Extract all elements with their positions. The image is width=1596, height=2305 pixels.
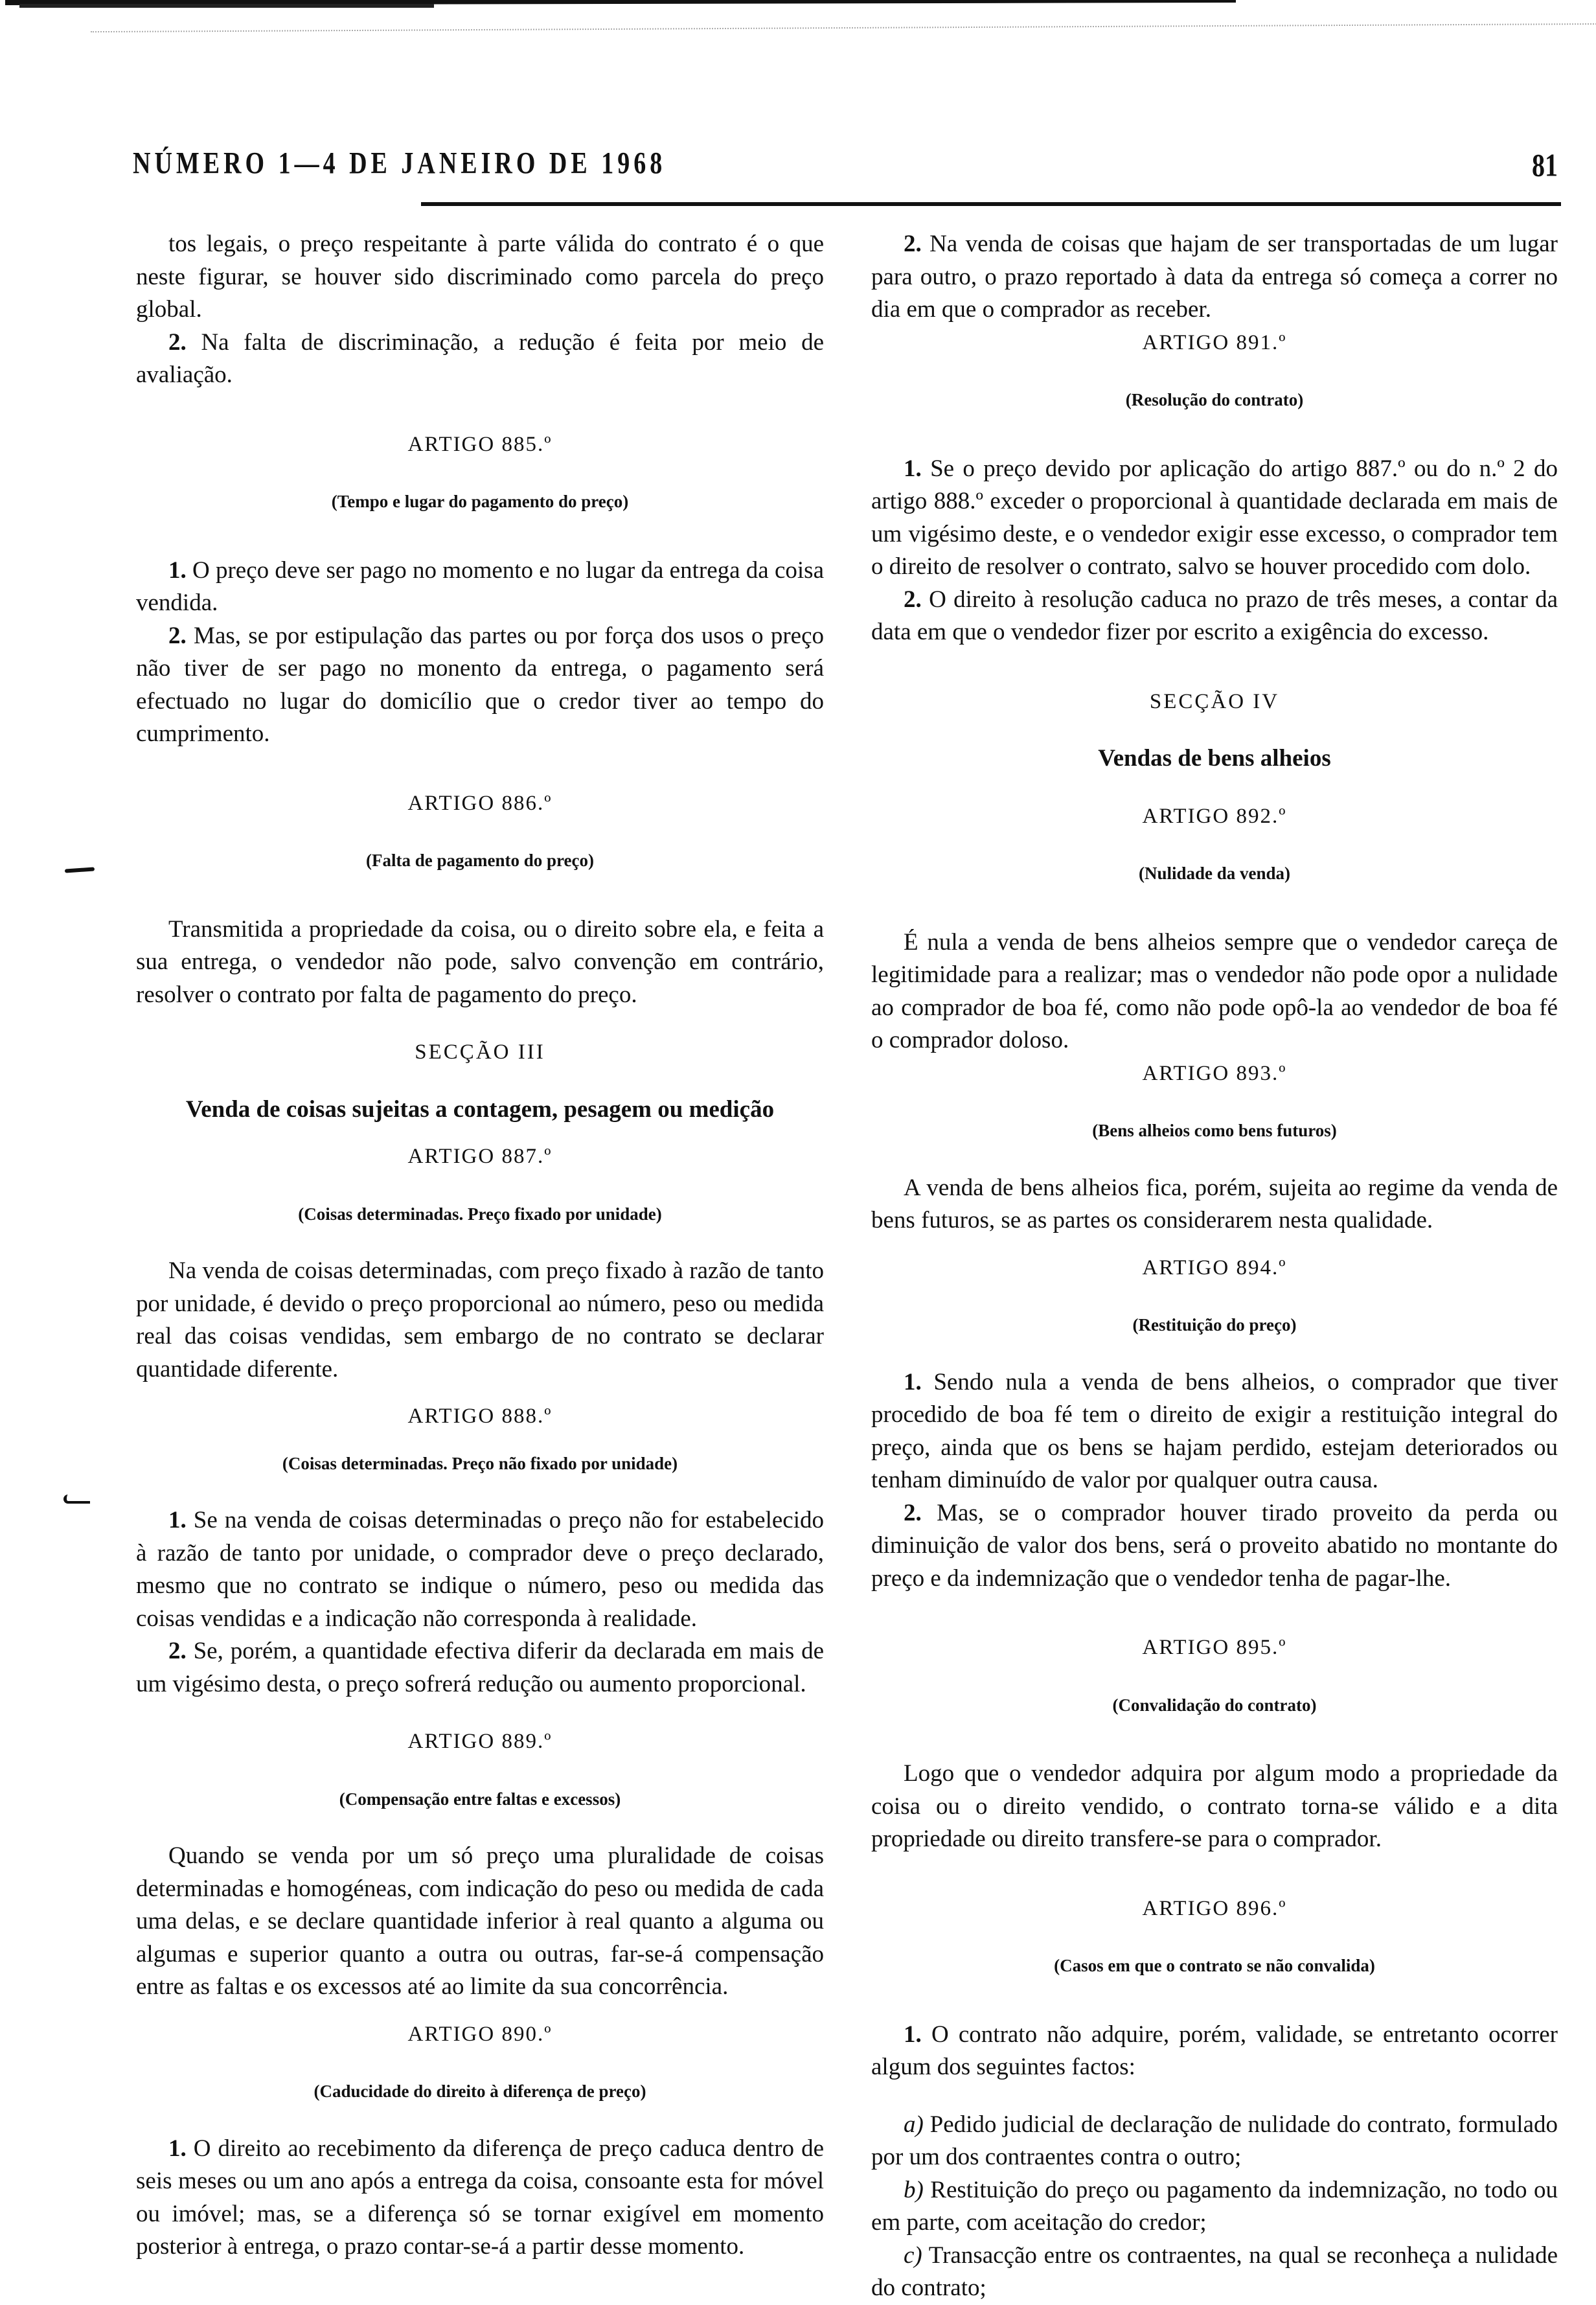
article-heading: ARTIGO 890.º xyxy=(407,2022,553,2046)
paragraph-text: Na venda de coisas determinadas, com preço fixado à razão de tanto por unidade, é devido o preço proporcional ao número, peso ou medida real das coisas vendidas, sem embargo de no contrato se declarar quantidade diferente. xyxy=(136,1257,824,1382)
paragraph xyxy=(871,453,1558,584)
header-rule xyxy=(421,202,1561,206)
paragraph-text: Sendo nula a venda de bens alheios, o comprador que tiver procedido de boa fé tem o direito de exigir a restituição integral do preço, ainda que os bens se hajam perdido, estejam deteriorados ou tenham diminuído de valor por qualquer outra causa. xyxy=(871,1368,1558,1493)
page-header xyxy=(133,146,1558,185)
paragraph-text: Na venda de coisas que hajam de ser transportadas de um lugar para outro, o prazo reportado à data da entrega só começa a correr no dia em que o comprador as receber. xyxy=(871,231,1558,323)
paragraph-text: A venda de bens alheios fica, porém, sujeita ao regime da venda de bens futuros, se as partes os considerarem nesta qualidade. xyxy=(871,1174,1558,1233)
paragraph xyxy=(871,1172,1558,1237)
paragraph xyxy=(136,913,824,1012)
article-heading: ARTIGO 885.º xyxy=(407,432,553,456)
paragraph xyxy=(871,2019,1558,2084)
spacer xyxy=(871,359,1558,384)
paragraph-text: Se na venda de coisas determinadas o preço não for estabelecido à razão de tanto por unidade, o comprador deve o preço declarado, mesmo que no contrato se indique o número, peso ou medida das coisas vendidas e a indicação não corresponda à realidade. xyxy=(136,1507,824,1632)
paragraph-number: 1. xyxy=(168,2135,187,2162)
scan-dotted-rule xyxy=(91,23,1596,32)
spacer xyxy=(871,1721,1558,1758)
paragraph xyxy=(136,1635,824,1701)
paragraph-text: Se o preço devido por aplicação do artigo 887.º ou do n.º 2 do artigo 888.º exceder o proporcional à quantidade declarada em mais de um vigésimo deste, e o vendedor exigir esse excesso, o comprador tem o direito de resolver o contrato, salvo se houver procedido com dolo. xyxy=(871,455,1558,580)
article-heading: ARTIGO 889.º xyxy=(407,1730,553,1753)
paragraph-text: Transacção entre os contraentes, na qual se reconheça a nulidade do contrato; xyxy=(871,2242,1558,2301)
spacer xyxy=(871,1147,1558,1172)
paragraph xyxy=(136,1504,824,1635)
spacer xyxy=(136,2004,824,2018)
paragraph xyxy=(136,555,824,620)
article-subtitle: (Resolução do contrato) xyxy=(1125,390,1304,409)
article-subtitle: (Nulidade da venda) xyxy=(1138,864,1291,883)
paragraph-text: Quando se venda por um só preço uma pluralidade de coisas determinadas e homogéneas, com indicação do peso ou medida de cada uma delas, e se declare quantidade inferior à real quanto a alguma ou algumas e superior quanto a outra ou outras, far-se-á compensação entre as faltas e os excessos até ao limite da sua concorrência. xyxy=(136,1842,824,2000)
paragraph xyxy=(871,1758,1558,1856)
article-subtitle: (Coisas determinadas. Preço não fixado por unidade) xyxy=(282,1453,678,1473)
paragraph-number: 2. xyxy=(904,1499,922,1526)
spacer xyxy=(871,649,1558,685)
list-letter: a) xyxy=(904,2111,924,2138)
issue-title: NÚMERO 1—4 DE JANEIRO DE 1968 xyxy=(133,146,667,181)
paragraph-number: 2. xyxy=(168,328,187,356)
article-heading: ARTIGO 893.º xyxy=(1142,1061,1287,1085)
article-subtitle: (Caducidade do direito à diferença de preço) xyxy=(314,2081,646,2101)
spacer xyxy=(136,1701,824,1725)
paragraph-text: O direito à resolução caduca no prazo de três meses, a contar da data em que o vendedor fizer por escrito a exigência do excesso. xyxy=(871,586,1558,645)
article-subtitle: (Falta de pagamento do preço) xyxy=(366,851,594,870)
paragraph xyxy=(136,327,824,392)
spacer xyxy=(871,718,1558,742)
article-subtitle: (Compensação entre faltas e excessos) xyxy=(339,1789,621,1809)
section-heading: SECÇÃO IV xyxy=(1149,689,1280,713)
article-heading: ARTIGO 886.º xyxy=(407,791,553,815)
spacer xyxy=(136,2050,824,2075)
paragraph xyxy=(136,1840,824,2004)
paragraph-text: O contrato não adquire, porém, validade, se entretanto ocorrer algum dos seguintes factos: xyxy=(871,2021,1558,2080)
spacer xyxy=(136,1230,824,1255)
spacer xyxy=(871,1237,1558,1252)
paragraph-text: Na falta de discriminação, a redução é feita por meio de avaliação. xyxy=(136,328,824,388)
spacer xyxy=(871,1342,1558,1366)
spacer xyxy=(136,1758,824,1783)
spacer xyxy=(871,1925,1558,1949)
paragraph-number: 1. xyxy=(904,1368,922,1395)
paragraph-number: 1. xyxy=(168,556,187,584)
list-letter: b) xyxy=(904,2176,924,2203)
spacer xyxy=(871,1284,1558,1309)
spacer xyxy=(136,1173,824,1198)
spacer xyxy=(136,1815,824,1840)
spacer xyxy=(871,1856,1558,1892)
section-heading: SECÇÃO III xyxy=(415,1040,545,1064)
spacer xyxy=(136,1126,824,1140)
article-heading: ARTIGO 895.º xyxy=(1142,1636,1287,1659)
spacer xyxy=(136,1386,824,1400)
article-subtitle: (Convalidação do contrato) xyxy=(1112,1695,1317,1715)
spacer xyxy=(871,1982,1558,2019)
paragraph-number: 2. xyxy=(168,622,187,649)
spacer xyxy=(871,2084,1558,2109)
spacer xyxy=(136,820,824,844)
paragraph-text: É nula a venda de bens alheios sempre que o vendedor careça de legitimidade para a realizar; mas o vendedor não pode opor a nulidade ao comprador de boa fé, como não pode opô-la ao vendedor de boa fé o comprador doloso. xyxy=(871,928,1558,1053)
article-subtitle: (Restituição do preço) xyxy=(1132,1315,1297,1335)
spacer xyxy=(871,1090,1558,1114)
article-heading: ARTIGO 894.º xyxy=(1142,1256,1287,1279)
spacer xyxy=(871,1664,1558,1689)
right-column xyxy=(871,228,1558,2305)
spacer xyxy=(136,751,824,787)
paragraph-number: 2. xyxy=(904,586,922,613)
margin-pencil-mark xyxy=(65,867,95,873)
paragraph-text: Transmitida a propriedade da coisa, ou o direito sobre ela, e feita a sua entrega, o vendedor não pode, salvo convenção em contrário, resolver o contrato por falta de pagamento do preço. xyxy=(136,915,824,1008)
article-heading: ARTIGO 896.º xyxy=(1142,1896,1287,1920)
paragraph-text: Pedido judicial de declaração de nulidade do contrato, formulado por um dos contraentes contra o outro; xyxy=(871,2111,1558,2170)
scan-edge-bar xyxy=(19,4,434,8)
paragraph xyxy=(871,1497,1558,1596)
margin-pencil-mark xyxy=(63,1495,90,1504)
article-heading: ARTIGO 887.º xyxy=(407,1145,553,1168)
paragraph xyxy=(871,926,1558,1057)
section-title: Vendas de bens alheios xyxy=(1098,745,1331,772)
paragraph xyxy=(136,228,824,327)
spacer xyxy=(871,890,1558,926)
article-subtitle: (Bens alheios como bens futuros) xyxy=(1092,1121,1337,1140)
article-subtitle: (Tempo e lugar do pagamento do preço) xyxy=(331,492,629,511)
spacer xyxy=(871,417,1558,453)
scan-edge-artifact xyxy=(0,0,1596,9)
spacer xyxy=(136,1011,824,1036)
paragraph-text: O direito ao recebimento da diferença de preço caduca dentro de seis meses ou um ano após a entrega da coisa, consoante esta for móvel ou imóvel; mas, se a diferença só se tornar exigível em momento posterior à entrega, o prazo contar-se-á a partir desse momento. xyxy=(136,2135,824,2260)
list-letter: c) xyxy=(904,2242,922,2269)
paragraph xyxy=(871,2174,1558,2240)
spacer xyxy=(136,1433,824,1447)
spacer xyxy=(136,392,824,428)
paragraph-number: 2. xyxy=(168,1638,187,1664)
section-title: Venda de coisas sujeitas a contagem, pesagem ou medição xyxy=(185,1095,775,1123)
article-heading: ARTIGO 892.º xyxy=(1142,804,1287,828)
paragraph-text: O preço deve ser pago no momento e no lugar da entrega da coisa vendida. xyxy=(136,556,824,616)
paragraph-number: 1. xyxy=(904,2021,922,2048)
paragraph-number: 2. xyxy=(904,231,922,257)
paragraph xyxy=(871,2109,1558,2174)
spacer xyxy=(136,518,824,555)
page-number: 81 xyxy=(1532,146,1558,183)
left-column xyxy=(136,228,824,2264)
paragraph-text: Mas, se por estipulação das partes ou por força dos usos o preço não tiver de ser pago no monento da entrega, o pagamento será efectuado no lugar do domicílio que o credor tiver ao tempo do cumprimento. xyxy=(136,622,824,747)
article-subtitle: (Coisas determinadas. Preço fixado por unidade) xyxy=(298,1204,662,1224)
spacer xyxy=(871,832,1558,857)
paragraph-text: Restituição do preço ou pagamento da indemnização, no todo ou em parte, com aceitação do credor; xyxy=(871,2176,1558,2236)
spacer xyxy=(136,2108,824,2133)
paragraph xyxy=(136,2133,824,2264)
article-subtitle: (Casos em que o contrato se não convalida) xyxy=(1054,1956,1375,1975)
paragraph xyxy=(871,228,1558,327)
spacer xyxy=(136,461,824,485)
paragraph-text: Se, porém, a quantidade efectiva diferir da declarada em mais de um vigésimo desta, o preço sofrerá redução ou aumento proporcional. xyxy=(136,1638,824,1697)
paragraph-text: Logo que o vendedor adquira por algum modo a propriedade da coisa ou o direito vendido, o contrato torna-se válido e a dita propriedade ou direito transfere-se para o comprador. xyxy=(871,1760,1558,1852)
paragraph-number: 1. xyxy=(168,1507,187,1533)
paragraph-number: 1. xyxy=(904,455,922,482)
spacer xyxy=(871,1595,1558,1631)
spacer xyxy=(136,1480,824,1504)
spacer xyxy=(871,775,1558,800)
paragraph xyxy=(871,2240,1558,2305)
paragraph xyxy=(871,584,1558,649)
paragraph xyxy=(136,620,824,751)
article-heading: ARTIGO 888.º xyxy=(407,1405,553,1428)
paragraph-text: Mas, se o comprador houver tirado proveito da perda ou diminuição de valor dos bens, será o proveito abatido no montante do preço e da indemnização que o vendedor tenha de pagar-lhe. xyxy=(871,1499,1558,1592)
paragraph-text: tos legais, o preço respeitante à parte válida do contrato é o que neste figurar, se houver sido discriminado como parcela do preço global. xyxy=(136,231,824,323)
spacer xyxy=(136,1069,824,1094)
article-heading: ARTIGO 891.º xyxy=(1142,330,1287,354)
paragraph xyxy=(136,1255,824,1386)
spacer xyxy=(136,877,824,913)
paragraph xyxy=(871,1366,1558,1497)
